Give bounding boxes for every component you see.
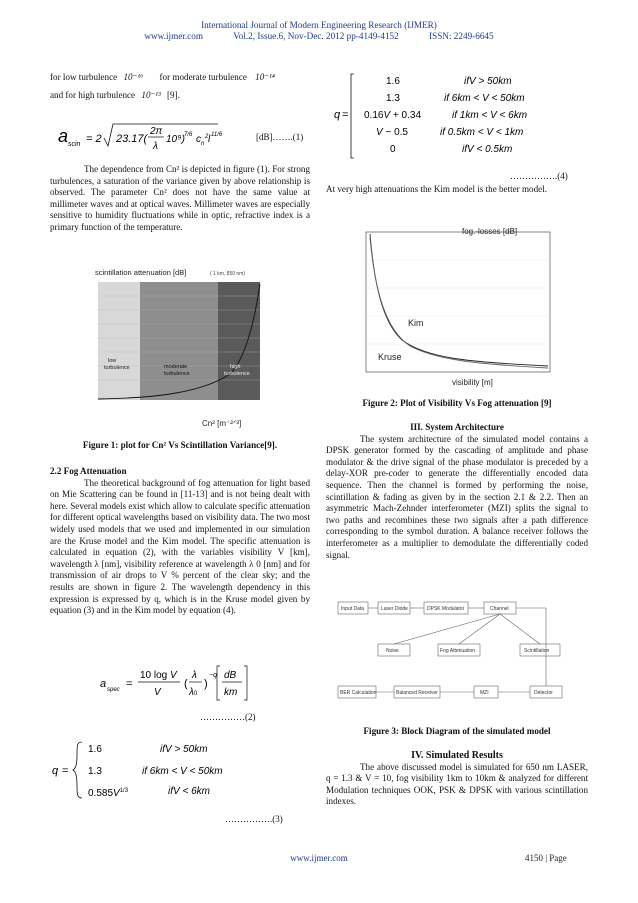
fig1-region-high — [218, 282, 260, 400]
paragraph-4-text: The system architecture of the simulated model contains a DPSK generator formed by the cascading of amplitude and phase modulator & the drive signal of the phase modulator is preceded by a delay-XOR pre-coder to generate the differentially encoded data sequence. Then the channel is formed by performing the noise, scintillation & fading as given by in the section 2.1 & 2.2. Then an asymmetric Mach-Zehnder interferometer (MZI) splits the signal to two paths and recombines these two signals after a path difference corresponding to the symbol duration. A balance receiver follows the interferometer as a multiplier to demodulate the differentially coded signal. — [326, 433, 588, 560]
svg-text:dB: dB — [224, 670, 237, 681]
svg-text:scin: scin — [68, 141, 81, 148]
fig2-label-kruse: Kruse — [378, 352, 402, 362]
text-low: for low turbulence — [50, 72, 118, 82]
svg-text:2π: 2π — [150, 126, 163, 137]
section-4-title: IV. Simulated Results — [411, 750, 503, 761]
svg-text:λ0: λ0 — [189, 687, 198, 698]
svg-text:km: km — [224, 687, 238, 698]
svg-text:−q: −q — [209, 672, 217, 679]
figure-3 — [334, 598, 584, 714]
section-2-2-title: 2.2 Fog Attenuation — [50, 466, 127, 476]
svg-text:1.6: 1.6 — [386, 76, 400, 87]
section-3-title: III. System Architecture — [410, 422, 504, 432]
svg-text:23.17(: 23.17( — [116, 133, 148, 145]
svg-text:V − 0.5: V − 0.5 — [376, 127, 408, 138]
paragraph-2-text: The theoretical background of fog attenuation for light based on Mie Scattering can be found in [11-13] and is not being dealt with here. Several models exist which allow to calculate specific attenuation for different optical wavelengths based on visibility data. The two most widely used models that we used and implemented in our simulation are the Kruse model and the Kim model. The specific attenuation is calculated in equation (2), with the variables visibility V [km], wavelength λ [nm], visibility reference at wavelength λ 0 [nm] and for transmission of air drops to V % percent of the clear sky; and the results are shown in figure 2. The wavelength dependency in this expression is expressed by q, which is in the Kruse model given by equation (3) and in the Kim model by equation (4). — [50, 477, 310, 616]
svg-text:10⁹): 10⁹) — [166, 134, 185, 145]
svg-text:λ: λ — [192, 670, 197, 681]
svg-text:1.6: 1.6 — [88, 744, 102, 755]
header-volume: Vol.2, Issue.6, Nov-Dec. 2012 pp-4149-4152 — [233, 31, 399, 41]
svg-text:if 6km < V < 50km: if 6km < V < 50km — [444, 93, 525, 104]
paragraph-3 — [326, 184, 588, 196]
fig1-label-low-2: turbulence — [104, 365, 130, 371]
fig1-label-low-1: low — [108, 358, 117, 364]
footer-page: 4150 | Page — [525, 853, 567, 863]
svg-text:V: V — [154, 687, 161, 698]
svg-text:(: ( — [184, 678, 188, 690]
fig3-label-channel: Channel — [490, 606, 509, 612]
equation-4-tag: …………….(4) — [510, 171, 568, 181]
fig1-note: ( 1 km, 850 nm) — [210, 271, 246, 277]
svg-text:ifV < 6km: ifV < 6km — [168, 786, 210, 797]
svg-text:2: 2 — [205, 134, 209, 140]
figure-1-caption: Figure 1: plot for Cn² Vs Scintillation Variance[9]. — [82, 440, 278, 450]
svg-text:1.3: 1.3 — [88, 766, 102, 777]
equation-3 — [52, 738, 272, 800]
footer-site[interactable]: www.ijmer.com — [290, 853, 348, 863]
svg-text:ifV > 50km: ifV > 50km — [160, 744, 208, 755]
svg-text:7/6: 7/6 — [184, 132, 193, 138]
svg-text:0.585V1/3: $0.585V^{1/3}$ — [88, 788, 129, 799]
svg-text:if 0.5km < V < 1km: if 0.5km < V < 1km — [440, 127, 524, 138]
svg-text:l: l — [208, 134, 211, 145]
fig2-xlabel: visibility [m] — [452, 378, 493, 387]
fig3-label-ber: BER Calculation — [340, 690, 377, 696]
fig1-label-high-1: high — [230, 364, 241, 370]
svg-text:a: a — [58, 126, 69, 146]
fig1-region-low — [98, 282, 140, 400]
svg-text:λ: λ — [153, 141, 158, 152]
svg-text:1.3: 1.3 — [386, 93, 400, 104]
text-ref9: [9]. — [167, 89, 180, 100]
svg-text:=: = — [62, 765, 69, 777]
fig2-label-kim: Kim — [408, 318, 424, 328]
header-meta — [0, 31, 638, 42]
fig1-label-mod-2: turbulence — [164, 371, 190, 377]
svg-text:ifV < 0.5km: ifV < 0.5km — [462, 144, 513, 155]
svg-text:= 2: = 2 — [86, 133, 102, 145]
section-2-2 — [50, 466, 310, 617]
figure-2-caption: Figure 2: Plot of Visibility Vs Fog attenuation [9] — [362, 398, 552, 408]
fig1-label-high-2: turbulence — [224, 371, 250, 377]
svg-text:n: n — [201, 141, 205, 147]
fig3-label-mzi: MZI — [480, 690, 489, 696]
turbulence-values — [50, 72, 310, 101]
fig1-title: scintillation attenuation [dB] — [95, 268, 187, 277]
equation-1-tag: [dB]…….(1) — [256, 132, 304, 142]
svg-text:11/6: 11/6 — [211, 132, 223, 138]
header-site[interactable]: www.ijmer.com — [144, 31, 203, 41]
value-high: 10⁻¹³ — [141, 89, 161, 100]
svg-text:=: = — [342, 109, 349, 121]
svg-text:ifV > 50km: ifV > 50km — [464, 76, 512, 87]
svg-text:0.16V + 0.34: 0.16V + 0.34 — [364, 110, 421, 121]
fig3-label-receiver: Balanced Receiver — [396, 690, 438, 696]
svg-text:0: 0 — [390, 144, 396, 155]
svg-text:if 1km < V < 6km: if 1km < V < 6km — [452, 110, 528, 121]
svg-text:q: q — [52, 765, 59, 777]
fig3-label-laser: Laser Diode — [381, 606, 408, 612]
header-issn: ISSN: 2249-6645 — [429, 31, 494, 41]
value-low: 10⁻¹⁶ — [123, 72, 144, 82]
svg-text:if 6km < V < 50km: if 6km < V < 50km — [142, 766, 223, 777]
fig3-label-scint: Scintillation — [524, 648, 550, 654]
fig3-label-input: Input Data — [341, 606, 365, 612]
paragraph-1-text: The dependence from Cn² is depicted in figure (1). For strong turbulences, a saturation of the variance given by above relationship is observed. The parameter Cn² does not have the same value at millimeter waves and at optical waves. Millimeter waves are especially sensitive to humidity fluctuations while in optic, refractive index is a primary function of the temperature. — [50, 164, 310, 232]
svg-text:spec: spec — [107, 687, 120, 693]
figure-1 — [90, 264, 270, 434]
svg-text:c: c — [196, 134, 201, 145]
equation-3-tag: …………….(3) — [225, 814, 283, 824]
journal-title: International Journal of Modern Engineering Research (IJMER) — [201, 20, 437, 30]
figure-3-caption: Figure 3: Block Diagram of the simulated model — [363, 726, 551, 736]
fig3-label-detector: Detector — [534, 690, 553, 696]
fig3-label-fog: Fog Attenuation — [440, 648, 476, 654]
fig3-label-dpsk: DPSK Modulator — [427, 606, 465, 612]
fig1-xlabel: Cn² [m⁻²ᐟ³] — [202, 419, 242, 428]
equation-4 — [334, 70, 594, 162]
text-high: and for high turbulence — [50, 89, 136, 100]
section-3 — [326, 422, 588, 561]
fig2-title: fog.-losses [dB] — [462, 227, 518, 236]
fig1-label-mod-1: moderate — [164, 364, 188, 370]
section-4 — [326, 750, 588, 808]
svg-text:): ) — [204, 678, 208, 690]
equation-2 — [100, 660, 260, 704]
fig3-label-noise: Noise — [386, 648, 399, 654]
svg-text:=: = — [126, 678, 133, 690]
svg-text:10 log V: 10 log V — [140, 670, 177, 681]
equation-2-tag: ……………(2) — [200, 712, 256, 722]
value-moderate: 10⁻¹⁴ — [255, 72, 275, 82]
svg-text:q: q — [334, 109, 341, 121]
paragraph-5-text: The above discussed model is simulated for 650 nm LASER, q = 1.3 & V = 10, fog visibility 1km to 10km & analyzed for different Modulation techniques OOK, PSK & DPSK with various scintillation indexes. — [326, 761, 588, 807]
paragraph-3-text: At very high attenuations the Kim model is the better model. — [326, 184, 547, 194]
figure-2 — [356, 222, 556, 390]
fig1-region-moderate — [140, 282, 218, 400]
svg-text:a: a — [100, 678, 107, 690]
paragraph-1 — [50, 164, 310, 234]
text-moderate: for moderate turbulence — [159, 72, 247, 82]
